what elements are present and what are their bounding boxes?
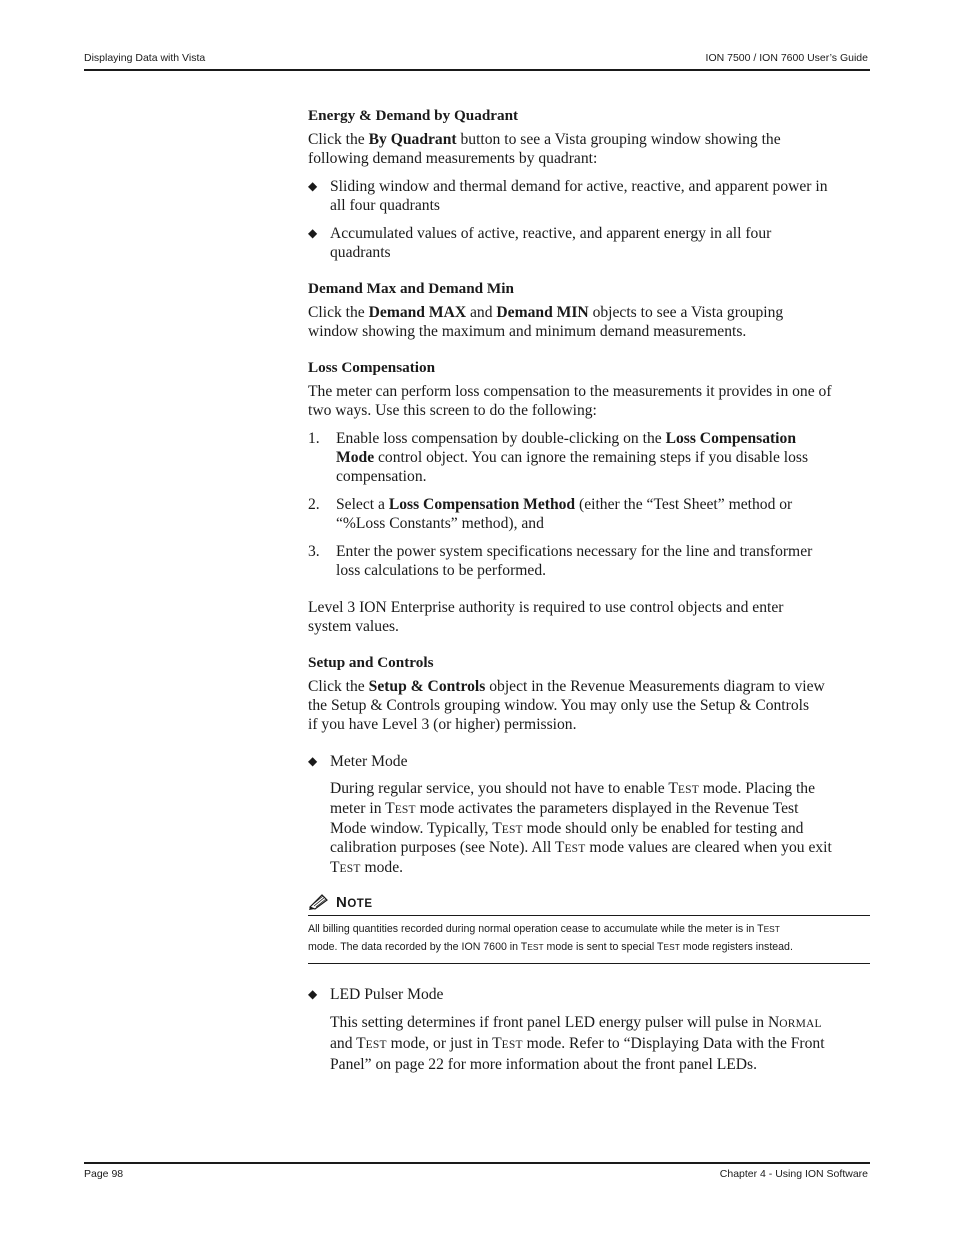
numbered-step: 3. Enter the power system specifications necessary for the line and transformer loss calculations to be performed. (308, 543, 813, 579)
diamond-bullet-icon: ◆ (308, 986, 318, 1001)
meter-mode-paragraph: During regular service, you should not have to enable TEST mode. Placing the meter in TEST mode activates the parameters displayed in the Revenue Test Mode window. Typically, TEST mode should only be enabled for testing and calibration purposes (see Note). All TEST mode values are cleared when you exit TEST mode. (330, 780, 832, 877)
heading-demand: Demand Max and Demand Min (308, 280, 514, 297)
running-header (84, 52, 870, 70)
page-body (308, 106, 870, 1074)
demand-paragraph: Click the Demand MAX and Demand MIN objects to see a Vista grouping window showing the maximum and minimum demand measurements. (308, 304, 784, 340)
list-item: ◆ Accumulated values of active, reactive, and apparent energy in all four quadrants (308, 225, 772, 261)
diamond-bullet-icon: ◆ (308, 754, 318, 768)
header-section-title: Displaying Data with Vista (84, 52, 206, 64)
list-item: ◆ Sliding window and thermal demand for active, reactive, and apparent power in all four quadrants (308, 178, 828, 214)
heading-loss: Loss Compensation (308, 359, 436, 376)
numbered-step: 1. Enable loss compensation by double-clicking on the Loss Compensation Mode control object. You can ignore the remaining steps if you disable loss compensation. (308, 430, 809, 485)
pencil-note-icon (308, 892, 330, 915)
list-item: ◆ LED Pulser Mode (308, 985, 444, 1003)
header-guide-title: ION 7500 / ION 7600 User’s Guide (705, 52, 868, 64)
heading-quadrant: Energy & Demand by Quadrant (308, 107, 519, 124)
list-item: ◆ Meter Mode (308, 753, 408, 770)
authority-paragraph: Level 3 ION Enterprise authority is required to use control objects and enter system values. (308, 599, 784, 635)
quadrant-paragraph: Click the By Quadrant button to see a Vista grouping window showing the following demand measurements by quadrant: (308, 131, 781, 167)
by-quadrant-term: By Quadrant (368, 131, 457, 148)
numbered-step: 2. Select a Loss Compensation Method (either the “Test Sheet” method or “%Loss Constants” method), and (308, 496, 793, 532)
loss-paragraph: The meter can perform loss compensation to the measurements it provides in one of two ways. Use this screen to do the following: (308, 383, 832, 419)
page-number: Page 98 (84, 1168, 124, 1180)
diamond-bullet-icon: ◆ (308, 179, 318, 193)
note-box (308, 893, 870, 964)
note-text: All billing quantities recorded during normal operation cease to accumulate while the meter is in TEST mode. The data recorded by the ION 7600 in TEST mode is sent to special TEST mode registers instead. (308, 922, 793, 953)
setup-paragraph: Click the Setup & Controls object in the Revenue Measurements diagram to view the Setup & Controls grouping window. You may only use the Setup & Controls if you have Level 3 (or higher) permission. (308, 678, 825, 733)
diamond-bullet-icon: ◆ (308, 226, 318, 240)
led-paragraph: This setting determines if front panel LED energy pulser will pulse in NORMAL and TEST mode, or just in TEST mode. Refer to “Displaying Data with the Front Panel” on page 22 for more information about the front panel LEDs. (330, 1013, 825, 1073)
note-header (308, 893, 870, 915)
heading-setup: Setup and Controls (308, 654, 434, 671)
header-rule (84, 69, 870, 71)
footer-rule (84, 1162, 870, 1164)
note-title: NOTE (336, 894, 373, 912)
footer-chapter-title: Chapter 4 - Using ION Software (719, 1168, 868, 1180)
